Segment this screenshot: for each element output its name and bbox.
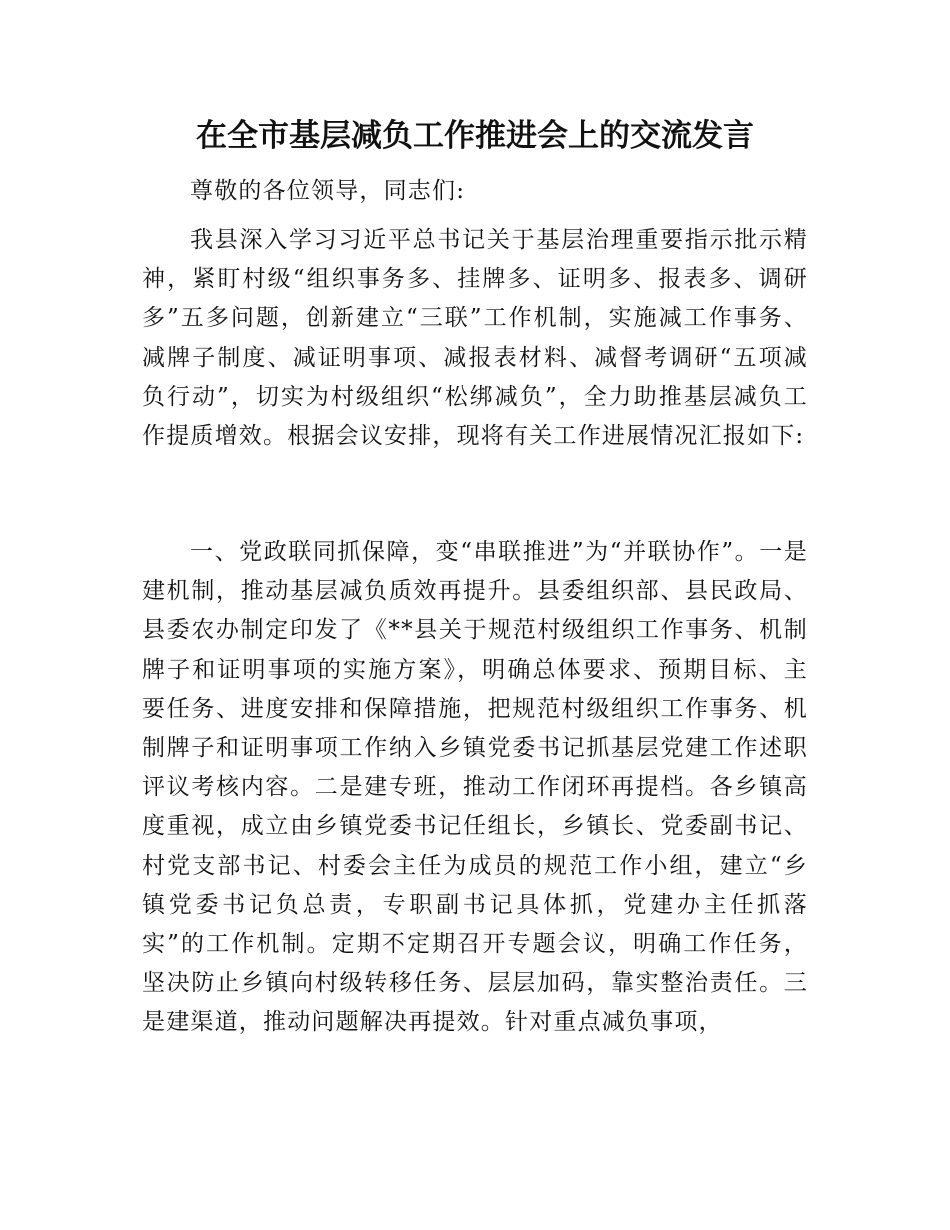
paragraph-intro: 我县深入学习习近平总书记关于基层治理重要指示批示精神，紧盯村级“组织事务多、挂牌多、证明多、报表多、调研多”五多问题，创新建立“三联”工作机制，实施减工作事务、减牌子制度、减证明事项、减报表材料、减督考调研“五项减负行动”，切实为村级组织“松绑减负”，全力助推基层减负工作提质增效。根据会议安排，现将有关工作进展情况汇报如下: bbox=[142, 227, 808, 450]
paragraph-section-one: 一、党政联同抓保障，变“串联推进”为“并联协作”。一是建机制，推动基层减负质效再提升。县委组织部、县民政局、县委农办制定印发了《**县关于规范村级组织工作事务、机制牌子和证明事项的实施方案》，明确总体要求、预期目标、主要任务、进度安排和保障措施，把规范村级组织工作事务、机制牌子和证明事项工作纳入乡镇党委书记抓基层党建工作述职评议考核内容。二是建专班，推动工作闭环再提档。各乡镇高度重视，成立由乡镇党委书记任组长，乡镇长、党委副书记、村党支部书记、村委会主任为成员的规范工作小组，建立“乡镇党委书记负总责，专职副书记具体抓，党建办主任抓落实”的工作机制。定期不定期召开专题会议，明确工作任务，坚决防止乡镇向村级转移任务、层层加码，靠实整治责任。三是建渠道，推动问题解决再提效。针对重点减负事项， bbox=[142, 539, 808, 1036]
document-title: 在全市基层减负工作推进会上的交流发言 bbox=[196, 118, 754, 154]
salutation: 尊敬的各位领导，同志们: bbox=[190, 178, 466, 204]
